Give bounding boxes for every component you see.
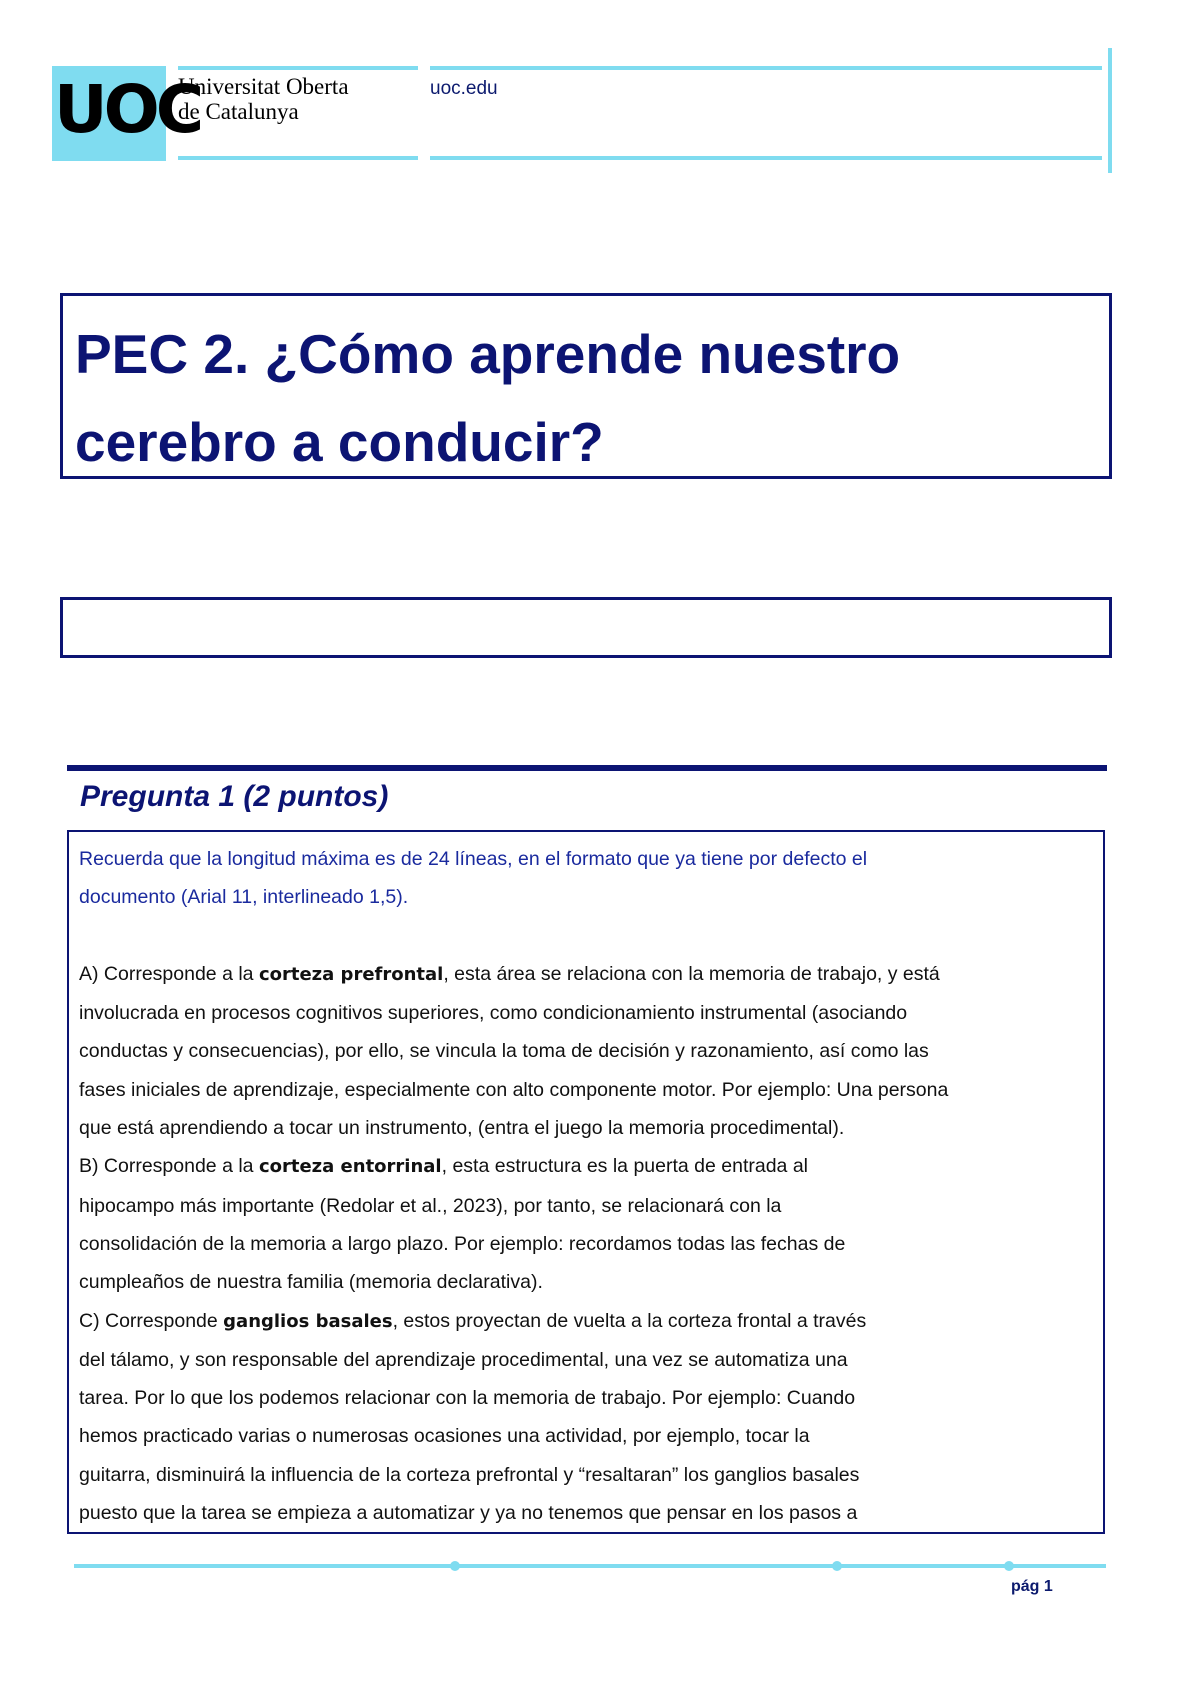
answer-text bbox=[79, 840, 1087, 1532]
answer-a-line: fases iniciales de aprendizaje, especialmente con alto componente motor. Por ejemplo: Una persona bbox=[79, 1078, 949, 1101]
answer-b-line: hipocampo más importante (Redolar et al., 2023), por tanto, se relacionará con la bbox=[79, 1194, 782, 1217]
website-link[interactable]: uoc.edu bbox=[430, 78, 498, 99]
uoc-logo-mark: UOC bbox=[54, 71, 201, 148]
header-rule-top-right bbox=[430, 66, 1102, 70]
header-rule-vertical bbox=[1108, 48, 1112, 173]
name-field-box[interactable] bbox=[60, 597, 1112, 658]
header-rule-bottom-left bbox=[178, 156, 418, 160]
question-heading: Pregunta 1 (2 puntos) bbox=[80, 780, 389, 813]
uoc-logo bbox=[52, 66, 201, 161]
answer-c-term: ganglios basales bbox=[223, 1310, 393, 1332]
answer-c-line: guitarra, disminuirá la influencia de la corteza prefrontal y “resaltaran” los ganglios basales bbox=[79, 1463, 860, 1486]
footer-dot bbox=[832, 1561, 842, 1571]
answer-c-rest: , estos proyectan de vuelta a la corteza frontal a través bbox=[392, 1309, 867, 1332]
answer-b-line bbox=[79, 1147, 1087, 1186]
answer-a-line: que está aprendiendo a tocar un instrumento, (entra el juego la memoria procedimental). bbox=[79, 1117, 845, 1140]
page-title bbox=[75, 310, 1089, 486]
answer-box[interactable] bbox=[67, 830, 1105, 1534]
instructions-line: documento (Arial 11, interlineado 1,5). bbox=[79, 886, 409, 909]
answer-a-line: conductas y consecuencias), por ello, se vincula la toma de decisión y razonamiento, así como las bbox=[79, 1040, 929, 1063]
answer-a-term: corteza prefrontal bbox=[258, 963, 444, 985]
footer-dot bbox=[1004, 1561, 1014, 1571]
page-number: pág 1 bbox=[1011, 1578, 1053, 1595]
instructions-line: Recuerda que la longitud máxima es de 24 líneas, en el formato que ya tiene por defecto el bbox=[79, 848, 868, 870]
university-name bbox=[178, 74, 349, 124]
question-divider bbox=[67, 765, 1107, 771]
page-title-line2: cerebro a conducir? bbox=[75, 411, 604, 473]
answer-c-line: del tálamo, y son responsable del aprendizaje procedimental, una vez se automatiza una bbox=[79, 1348, 848, 1371]
answer-b-line: cumpleaños de nuestra familia (memoria declarativa). bbox=[79, 1271, 543, 1294]
answer-b-term: corteza entorrinal bbox=[258, 1156, 442, 1178]
university-name-line1: Universitat Oberta bbox=[178, 74, 349, 99]
footer-dot bbox=[450, 1561, 460, 1571]
footer-rule bbox=[74, 1564, 1106, 1568]
answer-a-line bbox=[79, 955, 1087, 994]
university-name-line2: de Catalunya bbox=[178, 99, 299, 124]
answer-c-line: tarea. Por lo que los podemos relacionar con la memoria de trabajo. Por ejemplo: Cuando bbox=[79, 1387, 856, 1410]
answer-a-prefix: A) Corresponde a la bbox=[79, 962, 259, 985]
answer-c-line: puesto que la tarea se empieza a automatizar y ya no tenemos que pensar en los pasos a bbox=[79, 1502, 858, 1525]
header-rule-top-left bbox=[178, 66, 418, 70]
answer-a-rest: , esta área se relaciona con la memoria de trabajo, y está bbox=[443, 962, 940, 985]
blank-line bbox=[79, 917, 1087, 955]
page-title-line1: PEC 2. ¿Cómo aprende nuestro bbox=[75, 323, 901, 385]
answer-b-rest: , esta estructura es la puerta de entrada al bbox=[441, 1155, 808, 1178]
answer-c-line: hemos practicado varias o numerosas ocasiones una actividad, por ejemplo, tocar la bbox=[79, 1425, 810, 1448]
answer-b-prefix: B) Corresponde a la bbox=[79, 1155, 259, 1178]
answer-c-line bbox=[79, 1302, 1087, 1341]
answer-c-prefix: C) Corresponde bbox=[79, 1309, 224, 1332]
title-box bbox=[60, 293, 1112, 479]
answer-b-line: consolidación de la memoria a largo plazo. Por ejemplo: recordamos todas las fechas de bbox=[79, 1232, 846, 1255]
answer-a-line: involucrada en procesos cognitivos superiores, como condicionamiento instrumental (asociando bbox=[79, 1002, 908, 1025]
header-rule-bottom-right bbox=[430, 156, 1102, 160]
